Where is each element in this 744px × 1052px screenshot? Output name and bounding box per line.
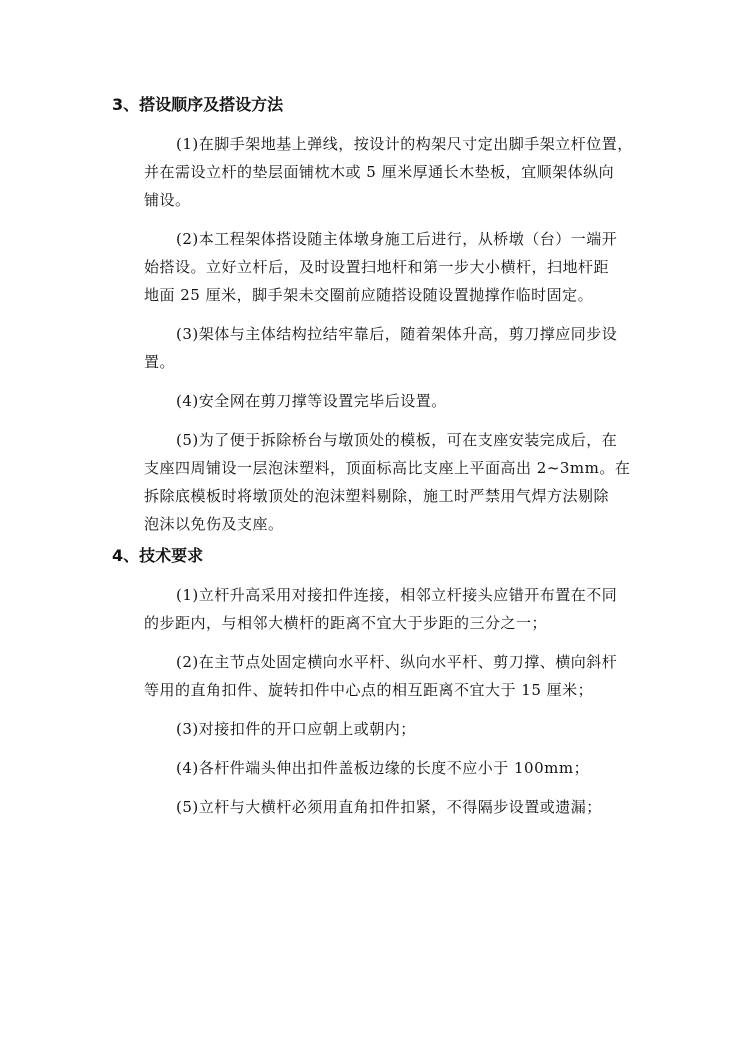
paragraph-line: 铺设。 (144, 191, 191, 209)
paragraph-line: (4)安全网在剪刀撑等设置完毕后设置。 (176, 392, 447, 410)
paragraph-line: 置。 (144, 353, 176, 371)
section-3-paragraph-2 (112, 225, 642, 309)
section-3-paragraph-4 (112, 387, 642, 415)
paragraph-line: 支座四周铺设一层泡沫塑料，顶面标高比支座上平面高出 2~3mm。在 (144, 459, 631, 477)
paragraph-line: (3)对接扣件的开口应朝上或朝内； (176, 720, 416, 738)
paragraph-line: 地面 25 厘米，脚手架未交圈前应随搭设随设置抛撑作临时固定。 (144, 286, 594, 304)
section-3-heading: 3、搭设顺序及搭设方法 (112, 95, 284, 114)
section-4-paragraph-5 (112, 793, 642, 821)
section-3-paragraph-5 (112, 426, 642, 538)
section-4-heading: 4、技术要求 (112, 546, 204, 565)
section-4-paragraph-4 (112, 754, 642, 782)
paragraph-line: (3)架体与主体结构拉结牢靠后，随着架体升高，剪刀撑应同步设 (176, 325, 618, 343)
paragraph-line: (5)立杆与大横杆必须用直角扣件扣紧，不得隔步设置或遗漏； (176, 798, 602, 816)
paragraph-line: (2)本工程架体搭设随主体墩身施工后进行，从桥墩（台）一端开 (176, 230, 618, 248)
section-4-paragraph-1 (112, 581, 642, 637)
paragraph-line: (1)立杆升高采用对接扣件连接，相邻立杆接头应错开布置在不同 (176, 586, 618, 604)
paragraph-line: 拆除底模板时将墩顶处的泡沫塑料剔除，施工时严禁用气焊方法剔除 (144, 487, 610, 505)
paragraph-line: (1)在脚手架地基上弹线，按设计的构架尺寸定出脚手架立杆位置， (176, 135, 633, 153)
section-3-paragraph-1 (112, 130, 642, 214)
paragraph-line: (5)为了便于拆除桥台与墩顶处的模板，可在支座安装完成后，在 (176, 431, 618, 449)
section-4-paragraph-2 (112, 648, 642, 704)
paragraph-line: 的步距内，与相邻大横杆的距离不宜大于步距的三分之一； (144, 614, 548, 632)
paragraph-line: 泡沫以免伤及支座。 (144, 515, 284, 533)
paragraph-line: 始搭设。立好立杆后，及时设置扫地杆和第一步大小横杆，扫地杆距 (144, 258, 610, 276)
paragraph-line: (2)在主节点处固定横向水平杆、纵向水平杆、剪刀撑、横向斜杆 (176, 653, 618, 671)
section-3-paragraph-3 (112, 320, 642, 376)
section-4-paragraph-3 (112, 715, 642, 743)
paragraph-line: 并在需设立杆的垫层面铺枕木或 5 厘米厚通长木垫板，宜顺架体纵向 (144, 163, 615, 181)
paragraph-line: (4)各杆件端头伸出扣件盖板边缘的长度不应小于 100mm； (176, 759, 590, 777)
document-body (112, 93, 642, 821)
paragraph-line: 等用的直角扣件、旋转扣件中心点的相互距离不宜大于 15 厘米； (144, 681, 594, 699)
